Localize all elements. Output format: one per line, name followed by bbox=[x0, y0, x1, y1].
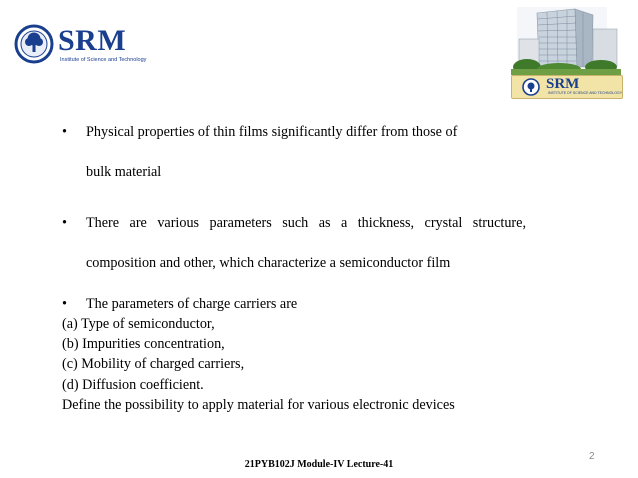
srm-emblem-icon bbox=[14, 24, 54, 64]
bullet-1-line-2: bulk material bbox=[86, 164, 162, 180]
bullet-1-line-1: Physical properties of thin films significantly differ from those of bbox=[86, 124, 458, 140]
list-item-c: (c) Mobility of charged carriers, bbox=[62, 356, 245, 372]
badge-tagline: INSTITUTE OF SCIENCE AND TECHNOLOGY bbox=[548, 91, 623, 95]
bullet-dot: • bbox=[62, 124, 67, 140]
bullet-dot: • bbox=[62, 296, 67, 312]
list-item-a: (a) Type of semiconductor, bbox=[62, 316, 215, 332]
srm-logo bbox=[14, 24, 147, 68]
logo-tagline: Institute of Science and Technology bbox=[60, 57, 147, 63]
campus-badge bbox=[511, 75, 623, 99]
bullet-dot: • bbox=[62, 215, 67, 231]
footer-lecture-label: 21PYB102J Module-IV Lecture-41 bbox=[244, 459, 394, 470]
bullet-2-line-2: composition and other, which characterize a semiconductor film bbox=[86, 255, 451, 271]
bullet-3-line-1: The parameters of charge carriers are bbox=[86, 296, 298, 312]
bullet-2-line-1: There are various parameters such as a thickness, crystal structure, bbox=[86, 215, 526, 231]
logo-wordmark: SRM bbox=[58, 24, 127, 57]
list-item-b: (b) Impurities concentration, bbox=[62, 336, 225, 352]
campus-building-image bbox=[497, 5, 625, 100]
badge-emblem-icon bbox=[520, 77, 542, 97]
closing-line: Define the possibility to apply material for various electronic devices bbox=[62, 397, 455, 413]
page-number: 2 bbox=[589, 451, 595, 462]
badge-wordmark: SRM bbox=[546, 76, 580, 92]
list-item-d: (d) Diffusion coefficient. bbox=[62, 377, 204, 393]
